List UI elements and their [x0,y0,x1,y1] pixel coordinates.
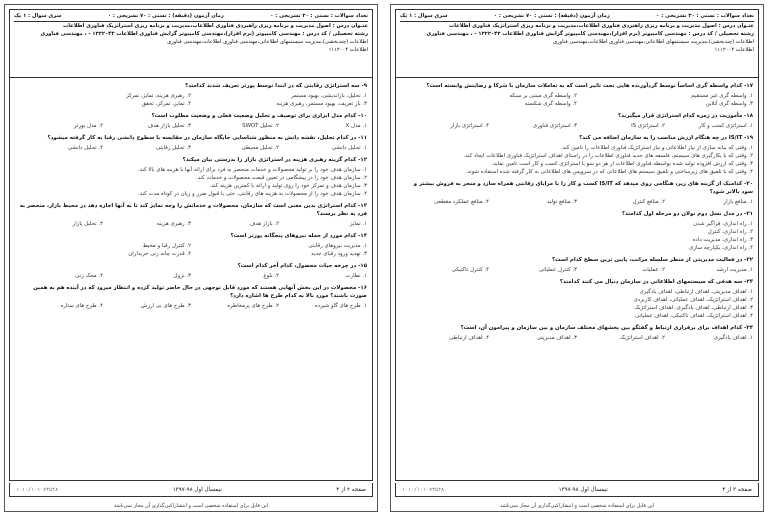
answer-options [401,92,753,108]
answer-options [15,220,367,228]
answer-option[interactable]: ۴. سازمان هدف خود را از محصولات به هزینه های رقابتی، حتی با قبول ضرر و زیان در کوتاه مدت کند. [137,191,367,197]
question-text: ۹- سه استراتژی رقابتی که در ابتدا توسط پورتر تعریف شدند کدامند؟ [185,83,367,89]
answer-option[interactable]: ۱. طرح های گاو شیرده [314,303,367,309]
question-block [15,262,367,280]
answer-option[interactable]: ۱. اهداف یادگیری [713,335,753,341]
header-summary-row [14,12,368,22]
question-block [401,82,753,108]
answer-option[interactable]: ۴. منافع عملکرد مقطعی [434,199,489,205]
answer-option[interactable]: ۱. تمایز [349,221,367,227]
answer-option[interactable]: ۲. عملیات [642,267,665,273]
course-title: عنـوان درس : اصول مدیریت و برنامه ریزی راهبردی فناوری اطلاعات،مدیریت و برنامه ریزی استراتژیک فناوری اطلاعات [63,23,368,29]
major-line-1: رشته تحصیلی / کد درس : مهندسی کامپیوتر (نرم افزار)،مهندسی کامپیوتر گرایش فناوری اطلاعات ۱۳۲۲۰۴۳ - ، مهندسی فناوری [426,31,754,37]
answer-options [401,266,753,274]
answer-options [401,288,753,320]
answer-option[interactable]: ۲. منافع کنترل [632,199,665,205]
exam-page-left [4,4,378,512]
answer-options [15,122,367,130]
question-block [401,180,753,206]
answer-option[interactable]: ۲. بلوغ [263,273,279,279]
answer-option[interactable]: ۴. تمایز، تمرکز، تحقق [141,101,191,107]
answer-option[interactable]: ۱. واسطه گری غیر مستقیم [691,93,753,99]
question-block [401,324,753,342]
exam-time: زمان آزمون (دقیقه) : تستی : ۷۰ تشریحی : ۰ [493,13,610,19]
answer-option[interactable]: ۳. منافع تولید [546,199,577,205]
exam-page-right [390,4,764,512]
question-area [10,80,372,480]
question-series: سری سوال : ۱ یک [14,13,62,19]
question-text: ۱۱- در کدام تحلیل، نقشه دانش به منظور شناسایی جایگاه سازمان در مقایسه با سطوح دانشی رقبا به کار گرفته میشود؟ [47,135,367,141]
question-count: تعداد سوالات : تستی : ۳۰ تشریحی : ۰ [656,13,754,19]
answer-option[interactable]: ۳. راه اندازی، مدیریت داده [692,237,753,243]
answer-option[interactable]: ۱. مدل X [345,123,367,129]
answer-option[interactable]: ۱. سازمان هدف خود را بر تولید محصولات و خدمات منحصر به فرد برای ارائه آنها با هزینه های بالا کند. [137,167,367,173]
answer-option[interactable]: ۴. استراتژی بازار [450,123,489,129]
question-block [401,256,753,274]
answer-option[interactable]: ۲. بازار هدف [249,221,279,227]
copyright-notice: این فایل برای استفاده شخصی است و انتشار/کپی‌گذاری آن مجاز نمی‌باشد [113,503,269,509]
question-block [401,112,753,130]
answer-options [15,272,367,280]
question-block [15,202,367,228]
answer-options [401,198,753,206]
answer-option[interactable]: ۱. استراتژی کسب و کار [698,123,753,129]
answer-options [15,242,367,258]
question-block [15,156,367,198]
page-footer [9,483,373,497]
answer-option[interactable]: ۱. مدیریت ارشد [716,267,753,273]
answer-options [15,302,367,310]
question-block [401,210,753,252]
page-number: صفحه ۳ از ۴ [722,486,752,493]
exam-code: ۱۰۱۰/۱۰۱۰۷۳۵۲۸ [402,486,445,493]
answer-option[interactable]: ۴. کنترل تاکتیکی [451,267,489,273]
question-block [15,284,367,310]
question-text: ۱۵- در چرخه حیات محصول، کدام آخر کدام است؟ [237,263,367,269]
copyright-notice: این فایل برای استفاده شخصی است و انتشار/کپی‌گذاری آن مجاز نمی‌باشد [499,503,655,509]
question-text: ۲۱- در مدل نسل دوم نولان دو مرحله اول کدامند؟ [621,211,753,217]
term-label: نیمسال اول ۹۸-۱۳۹۷ [172,486,222,493]
answer-options [401,220,753,252]
question-series: سری سوال : ۱ یک [400,13,448,19]
answer-option[interactable]: ۴. قدرت چانه زنی خریداران [128,251,191,257]
question-text: ۲۴- کدام اهداف برای برقراری ارتباط و گفتگو بین بخشهای مختلف سازمان و بین سازمان و پیرامون آن، است؟ [460,325,753,331]
answer-option[interactable]: ۲. رهبری هزینه، تمایز، تمرکز [126,93,191,99]
answer-option[interactable]: ۲. کنترل رقبا و محیط [142,243,191,249]
question-text: ۱۰- کدام مدل ابزاری برای توصیف و تحلیل وضعیت فعلی و وضعیت مطلوب است؟ [151,113,367,119]
answer-option[interactable]: ۱. مدیریت نیروهای رقابتی [308,243,367,249]
major-line-2: اطلاعات (چندبخشی)،مدیریت سیستمهای اطلاعاتی،مهندسی فناوری اطلاعات،مهندسی فناوری [553,39,754,45]
question-area [396,80,758,480]
question-text: ۱۲- کدام گزینه رهبری هزینه در استراتژی بازار را بدرستی بیان میکند؟ [182,157,367,163]
answer-option[interactable]: ۲. استراتژی IS [631,123,665,129]
answer-option[interactable]: ۲. اهداف استراتژیک، اهداف عملیاتی، اهداف کاربردی [633,297,753,303]
answer-option[interactable]: ۴. طرح های ستاره [60,303,103,309]
answer-option[interactable]: ۲. سازمان هدف خود را در پیشگامی در تعیین قیمت محصولات و خدمات کند. [195,175,367,181]
answer-option[interactable]: ۴. تحلیل بازار [72,221,103,227]
exam-sheet [9,9,373,481]
answer-option[interactable]: ۱. راه اندازی، فراگیر شدن [693,221,753,227]
answer-option[interactable]: ۱. اهداف مدیریتی، اهداف ارتباطی، اهداف یادگیری [639,289,753,295]
question-text: ۱۶- محصولات در این بخش آنهایی هستند که مورد قابل توجهی در حال حاضر تولید کرده و انتظار میرود که در آینده هم به همین صورت باشند؟ مورد بالا به کدام طرح ها اشاره دارد؟ [33,285,367,299]
question-block [15,232,367,258]
answer-option[interactable]: ۴. مدل پورتر [73,123,103,129]
answer-options [15,166,367,198]
answer-option[interactable]: ۳. سازمان هدف و تمرکز خود را روی تولید و ارائه با کمترین هزینه کند. [209,183,367,189]
major-line-1: رشته تحصیلی / کد درس : مهندسی کامپیوتر (نرم افزار)،مهندسی کامپیوتر گرایش فناوری اطلاعات ۱۳۲۲۰۴۳ - ، مهندسی فناوری [40,31,368,37]
answer-option[interactable]: ۴. واسطه گری شکسته [524,101,577,107]
answer-options [401,122,753,130]
answer-option[interactable]: ۴. اهداف ارتباطی [449,335,489,341]
answer-option[interactable]: ۳. وقتی که ارزش افزوده تولید شده بواسطه فناوری اطلاعات از هر دو سو با استراتژی کسب و کار است تامین نماید. [491,161,753,167]
answer-option[interactable]: ۲. راه اندازی، کنترل [707,229,753,235]
answer-option[interactable]: ۴. تحلیل دانشی [67,145,103,151]
question-block [15,112,367,130]
question-block [15,82,367,108]
answer-option[interactable]: ۴. وقتی که با تلفیق های زیرساختی و تلفیق سیستم های اطلاعاتی که در سرویس های اطلاعاتی به کار گرفته شده استفاده شوند. [465,169,753,175]
major-line-3: اطلاعات ۱۱۱۲۰۰۴ [328,47,368,53]
answer-option[interactable]: ۳. نزول [173,273,191,279]
course-title: عنـوان درس : اصول مدیریت و برنامه ریزی راهبردی فناوری اطلاعات،مدیریت و برنامه ریزی استراتژیک فناوری اطلاعات [449,23,754,29]
question-text: ۱۹- IS/IT در چه هنگام ارزش مناسب را به سازمان اضافه می کند؟ [579,135,753,141]
answer-option[interactable]: ۱. نطارت [345,273,367,279]
answer-options [15,144,367,152]
answer-options [15,92,367,108]
answer-option[interactable]: ۳. اهداف ارتباطی، اهداف یادگیری، اهداف استراتژیک [634,305,753,311]
answer-option[interactable]: ۲. طرح های پرمخاطره [227,303,279,309]
question-text: ۲۲- در فعالیت مدیریتی از منظر سلسله مراتب، پایین ترین سطح کدام است؟ [552,257,753,263]
question-text: ۱۷- کدام واسطه گری اساساً توسط گردآورنده هایی تحت تاثیر است که به تعاملات سازمان با شرکا و رضایتش وابسته است؟ [426,83,753,89]
answer-option[interactable]: ۱. منافع بازار [723,199,753,205]
answer-option[interactable]: ۲. تحلیل محیطی [241,145,279,151]
answer-option[interactable]: ۳. استراتژی فناوری [532,123,577,129]
answer-option[interactable]: ۱. تحلیل دانشی [331,145,367,151]
answer-option[interactable]: ۳. تحلیل بازار هدف [147,123,191,129]
term-label: نیمسال اول ۹۸-۱۳۹۷ [558,486,608,493]
answer-option[interactable]: ۲. تحلیل SWOT [242,123,279,129]
exam-code: ۱۰۱۰/۱۰۱۰۷۳۵۲۸ [16,486,59,493]
answer-options [401,334,753,342]
question-text: ۱۳- کدام استراتژی بدین معنی است که سازمان، محصولات و خدماتش را وجه تمایز کند تا به آنها اجازه دهد در محیط بازار، منحصر به فرد به نظر برسند؟ [19,203,367,217]
question-text: ۱۴- کدام مورد از جمله نیروهای پنجگانه پورتر است؟ [230,233,367,239]
answer-option[interactable]: ۴. راه اندازی، یکپارچه سازی [689,245,753,251]
exam-sheet [395,9,759,481]
answer-option[interactable]: ۱. وقتی که بیانه سازی از نیاز اطلاعاتی و نیاز استراتژیک فناوری اطلاعات را تامین کند. [560,145,753,151]
answer-options [401,144,753,176]
question-text: ۲۳- سه هدفی که سیستمهای اطلاعاتی در سازمان دنبال می کنند کدامند؟ [559,279,753,285]
major-line-3: اطلاعات ۱۱۱۲۰۰۴ [714,47,754,53]
exam-time: زمان آزمون (دقیقه) : تستی : ۷۰ تشریحی : ۰ [107,13,224,19]
answer-option[interactable]: ۳. رهبری هزینه [156,221,191,227]
question-block [401,278,753,320]
major-line-2: اطلاعات (چندبخشی)،مدیریت سیستمهای اطلاعاتی،مهندسی فناوری اطلاعات،مهندسی فناوری [167,39,368,45]
question-block [401,134,753,176]
page-footer [395,483,759,497]
answer-option[interactable]: ۲. اهداف استراتژیک [619,335,665,341]
answer-option[interactable]: ۳. واسطه گری آنلاین [705,101,753,107]
answer-option[interactable]: ۱. تحلیل، بازاندیشی، بهبود مستمر [290,93,367,99]
answer-option[interactable]: ۲. واسطه گری مبتنی بر سبکه [509,93,577,99]
answer-option[interactable]: ۲. وقتی که با بکارگیری های سیستم، فلسفه های جدید فناوری اطلاعات را در راستای اهداف استراتژیک فناوری اطلاعات ایجاد کند. [463,153,753,159]
question-text: ۱۸- مأموریت در زمره کدام استراتژی قرار میگیرند؟ [618,113,753,119]
header-summary-row [400,12,754,22]
answer-option[interactable]: ۳. تحلیل رقابتی [156,145,191,151]
answer-option[interactable]: ۳. اهداف مدیریتی [536,335,577,341]
page-number: صفحه ۲ از ۴ [336,486,366,493]
answer-option[interactable]: ۳. طرح های بی ارزش [140,303,191,309]
question-block [15,134,367,152]
question-text: ۲۰- کدامیک از گزینه های زیر، هنگامی روی میدهد که IS/IT کسب و کار را با مزایای رقابتی همراه سازد و منجر به فروش بیشتر و سود بالاتر شود؟ [413,181,753,195]
answer-option[interactable]: ۴. اهداف استراتژیک، اهداف تاکتیکی، اهداف عملیاتی [635,313,753,319]
exam-header [396,10,758,78]
answer-option[interactable]: ۴. محک زنی [75,273,103,279]
answer-option[interactable]: ۳. تهدید ورود رقبای جدید [311,251,367,257]
answer-option[interactable]: ۳. کنترل عملیاتی [538,267,577,273]
answer-option[interactable]: ۳. باز تعریف، بهبود مستمر، رهبری هزینه [276,101,367,107]
question-count: تعداد سوالات : تستی : ۳۰ تشریحی : ۰ [270,13,368,19]
exam-header [10,10,372,78]
